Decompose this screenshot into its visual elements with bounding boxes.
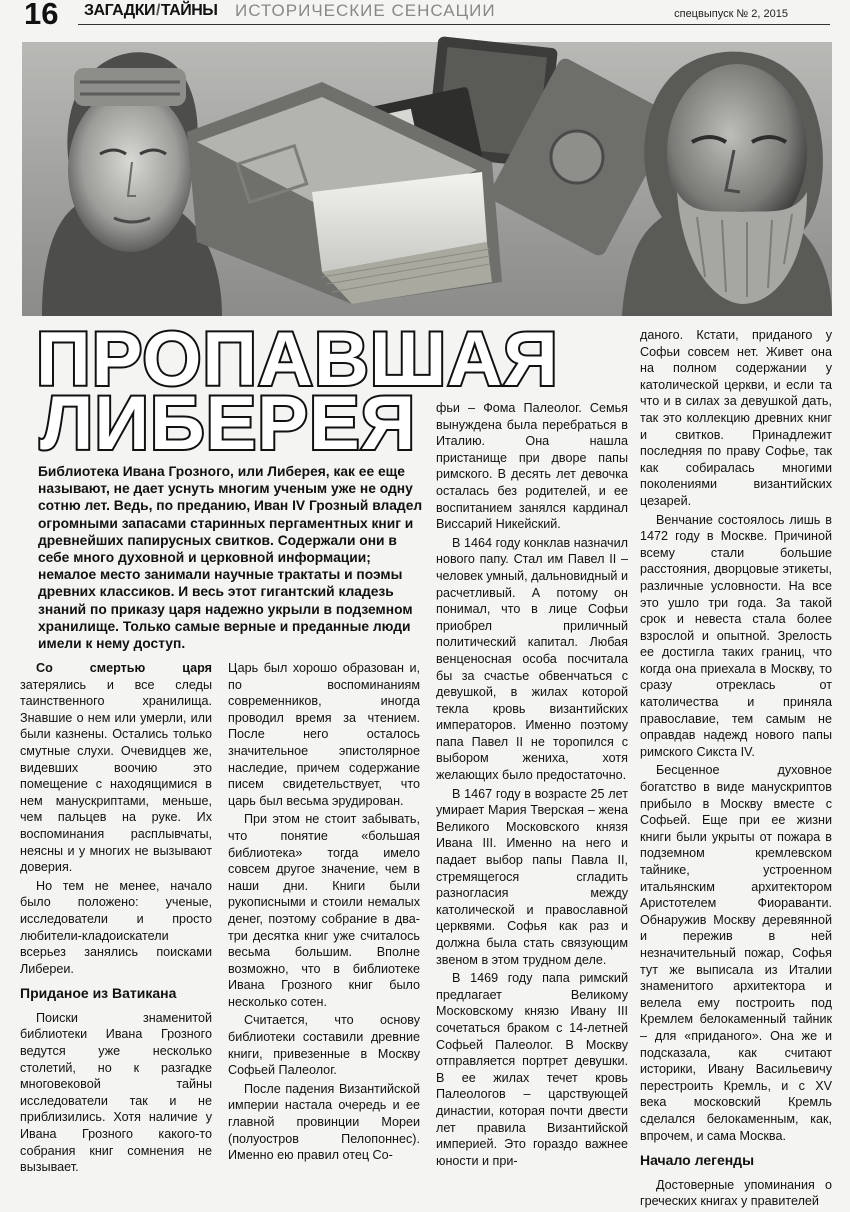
paragraph: Но тем не менее, начало было положено: ученые, исследователи и просто любители-кладоискатели всерьез занялись поисками Либереи. [20, 878, 212, 976]
paragraph: Царь был хорошо образован и, по воспоминаниям современников, иногда проводил время за чтением. После него осталось значительное эпистолярное наследие, причем содержание писем свидетельствует, что царь был весьма эрудирован. [228, 661, 420, 808]
paragraph: После падения Византийской империи настала очередь и ее главной провинции Мореи (полуостров Пелопоннес). Именно ею правил отец Со- [228, 1081, 420, 1163]
paragraph [20, 660, 212, 876]
article-column-1 [20, 660, 212, 1178]
section-title: ИСТОРИЧЕСКИЕ СЕНСАЦИИ [235, 1, 496, 20]
headline-line-2: ЛИБЕРЕЯ [40, 381, 417, 466]
paragraph: При этом не стоит забывать, что понятие «большая библиотека» тогда имело совсем другое значение, чем в наши дни. Книги были рукописными и стоили немалых денег, поэтому собрание в два-три десятка книг уже считалось весьма большим. Вполне возможно, что в библиотеке Ивана Грозного книг было несколько сотен. [228, 812, 420, 1009]
paragraph: Венчание состоялось лишь в 1472 году в Москве. Причиной всему стали большие расстояния, дворцовые этикеты, различные условности. На все это ушло три года. За такой срок и невеста стала более взрослой и опытной. Зрелость ее достигла таких границ, что когда она приехала в Москву, то сразу отреклась от католичества и приняла православие, тем самым не оправдав надежд нового папы римского Сикста IV. [640, 512, 832, 759]
rubric-left: ЗАГАДКИ [84, 2, 155, 19]
subheading: Приданое из Ватикана [20, 985, 177, 1002]
paragraph: В 1464 году конклав назначил нового папу. Стал им Павел II – человек умный, дальновидный и расчетливый. А потому он понимал, что в лице Софьи приобрел приличный политический капитал. Любая венценосная особа посчитала бы за счастье обвенчаться с девушкой, в жилах которой текла кровь византийских императоров. Именно поэтому папа Павел II не торопился с выбором жениха, хотя желающих было предостаточно. [436, 535, 628, 783]
ancient-books-image [187, 36, 677, 304]
article-column-4 [640, 327, 832, 1212]
paragraph: Достоверные упоминания о греческих книгах у правителей [640, 1177, 832, 1209]
paragraph: Бесценное духовное богатство в виде манускриптов прибыло в Москву вместе с Софьей. Еще при ее жизни книги были укрыты от пожара в подземном кремлевском тайнике, устроенном итальянским архитектором Аристотелем Фиораванти. Обнаружив Москву деревянной и пережив в ней незначительный пожар, Софья тут же выписала из Италии знаменитого архитектора и велела ему построить под Кремлем белокаменный тайник – для «приданого». Она же и подсказала, как считают историки, Ивану Васильевичу перестроить Кремль, и с XV века московский Кремль сделался белокаменным, как, впрочем, и сама Москва. [640, 763, 832, 1143]
rubric-logo [84, 2, 217, 20]
rubric-slash: / [155, 2, 160, 19]
paragraph: Считается, что основу библиотеки составили древние книги, привезенные в Москву Софьей Палеолог. [228, 1013, 420, 1078]
subheading: Начало легенды [640, 1152, 755, 1169]
paragraph-lead-in: Со смертью царя [36, 661, 212, 675]
paragraph: В 1467 году в возрасте 25 лет умирает Мария Тверская – жена Великого Московского князя Ивана III. Именно на него и падает выбор папы Павла II, стремящегося сгладить разногласия между католической и православной церквями. Софья как раз и должна была стать связующим звеном в этом трудном деле. [436, 786, 628, 967]
article-column-2 [228, 660, 420, 1166]
header-rule [78, 24, 830, 25]
article-column-3 [436, 400, 628, 1171]
paragraph: Поиски знаменитой библиотеки Ивана Грозного ведутся уже несколько столетий, но к разгадке многовековой тайны исследователи так и не приблизились. Хотя наличие у Ивана Грозного какого-то собрания книг сомнения не вызывает. [20, 1010, 212, 1175]
hero-illustration [22, 42, 832, 316]
issue-label: спецвыпуск № 2, 2015 [674, 8, 788, 20]
paragraph: В 1469 году папа римский предлагает Великому Московскому князю Ивану III сочетаться браком с 14-летней Софьей Палеолог. В Москву отправляется портрет девушки. В ее жилах течет кровь Палеологов – царствующей династии, которая почти двести лет правила Византийской империей. Это гораздо важнее юности и при- [436, 971, 628, 1168]
paragraph: фьи – Фома Палеолог. Семья вынуждена была перебраться в Италию. Она нашла пристанище при дворе папы римского. В десять лет девочка осталась без родителей, и ее воспитанием занялся кардинал Виссарий Никейский. [436, 401, 628, 532]
paragraph-text: затерялись и все следы таинственного хранилища. Знавшие о нем или умерли, или были казнены. Остались только смутные слухи. Очевидцев же, видевших воочию это помещение с находящимися в нем манускриптами, меньше, чем пальцев на руке. Их воспоминания расплывчаты, неясны и у многих не вызывают доверия. [20, 677, 212, 875]
headline-line-1: ПРОПАВШАЯ [36, 317, 559, 402]
page-number: 16 [24, 0, 59, 31]
hero-photo [22, 42, 832, 316]
rubric-right: ТАЙНЫ [160, 2, 218, 19]
lead-paragraph: Библиотека Ивана Грозного, или Либерея, как ее еще называют, не дает уснуть многим ученым уже не одну сотню лет. Ведь, по преданию, Иван IV Грозный владел огромными запасами старинных пергаментных книг и древнейших папирусных свитков. Содержали они в себе много духовной и церковной информации; немалое место занимали научные трактаты и поэмы древних классиков. И весь этот гигантский кладезь знаний по приказу царя надежно укрыли в подземном хранилище. Только самые верные и преданные люди имели к нему доступ. [38, 464, 423, 652]
ivan-bust-image [622, 52, 832, 316]
paragraph: даного. Кстати, приданого у Софьи совсем нет. Живет она на полном содержании у католической церкви, и если та что и в силах за девушкой дать, так это коллекцию древних книг и свитков. Принадлежит последняя по праву Софье, так как собиралась многими поколениями византийских цезарей. [640, 328, 832, 508]
